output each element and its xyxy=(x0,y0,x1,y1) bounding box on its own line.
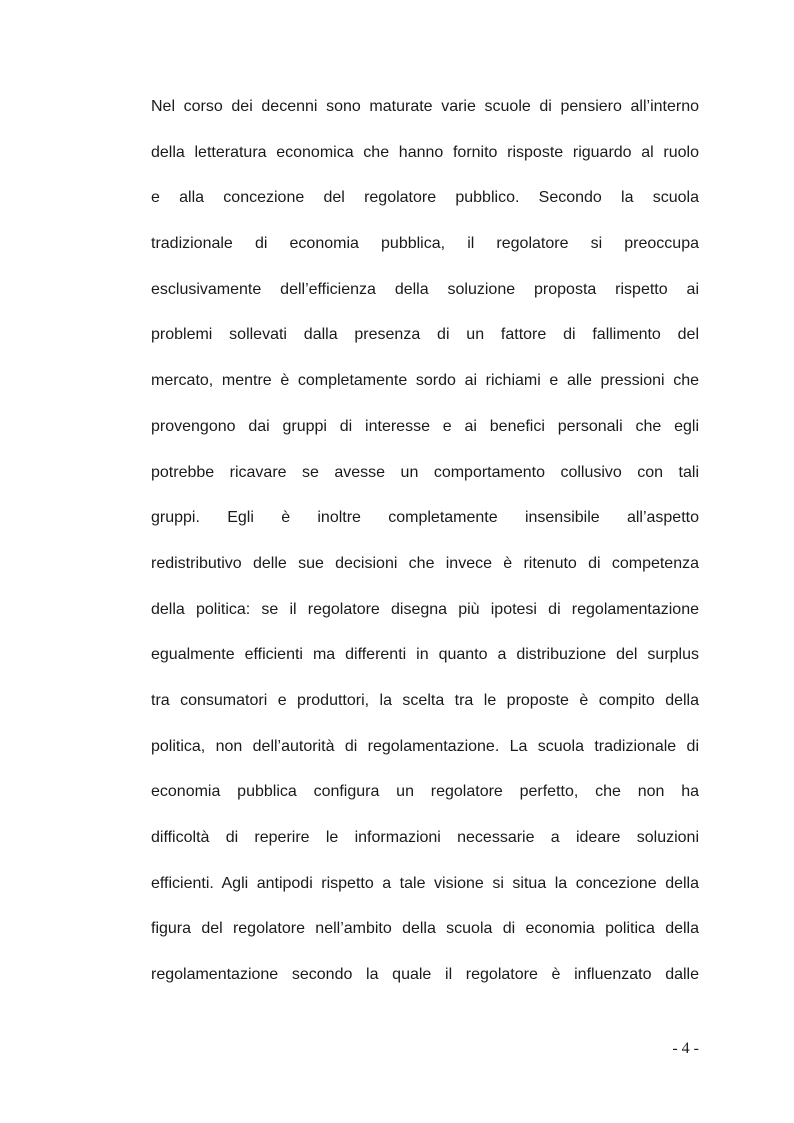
body-paragraph xyxy=(151,92,699,1006)
text-line: della letteratura economica che hanno fornito risposte riguardo al ruolo xyxy=(151,143,699,161)
text-line: efficienti. Agli antipodi rispetto a tale visione si situa la concezione della xyxy=(151,874,699,892)
text-line: regolamentazione secondo la quale il regolatore è influenzato dalle xyxy=(151,966,699,984)
text-line: gruppi. Egli è inoltre completamente insensibile all’aspetto xyxy=(151,509,699,527)
page-number: - 4 - xyxy=(672,1040,699,1057)
text-line: figura del regolatore nell’ambito della scuola di economia politica della xyxy=(151,920,699,938)
text-line: egualmente efficienti ma differenti in quanto a distribuzione del surplus xyxy=(151,646,699,664)
text-line: Nel corso dei decenni sono maturate varie scuole di pensiero all’interno xyxy=(151,98,699,115)
text-line: esclusivamente dell’efficienza della soluzione proposta rispetto ai xyxy=(151,280,699,298)
text-line: della politica: se il regolatore disegna più ipotesi di regolamentazione xyxy=(151,600,699,618)
text-line: politica, non dell’autorità di regolamentazione. La scuola tradizionale di xyxy=(151,737,699,755)
text-line: potrebbe ricavare se avesse un comportamento collusivo con tali xyxy=(151,463,699,481)
text-line: provengono dai gruppi di interesse e ai benefici personali che egli xyxy=(151,417,699,435)
text-line: redistributivo delle sue decisioni che invece è ritenuto di competenza xyxy=(151,554,699,572)
text-line: tradizionale di economia pubblica, il regolatore si preoccupa xyxy=(151,235,699,253)
text-line: economia pubblica configura un regolatore perfetto, che non ha xyxy=(151,783,699,801)
text-line: tra consumatori e produttori, la scelta tra le proposte è compito della xyxy=(151,691,699,709)
text-line: mercato, mentre è completamente sordo ai richiami e alle pressioni che xyxy=(151,372,699,390)
text-line: e alla concezione del regolatore pubblico. Secondo la scuola xyxy=(151,189,699,207)
text-line: difficoltà di reperire le informazioni necessarie a ideare soluzioni xyxy=(151,829,699,846)
text-line: problemi sollevati dalla presenza di un fattore di fallimento del xyxy=(151,326,699,344)
